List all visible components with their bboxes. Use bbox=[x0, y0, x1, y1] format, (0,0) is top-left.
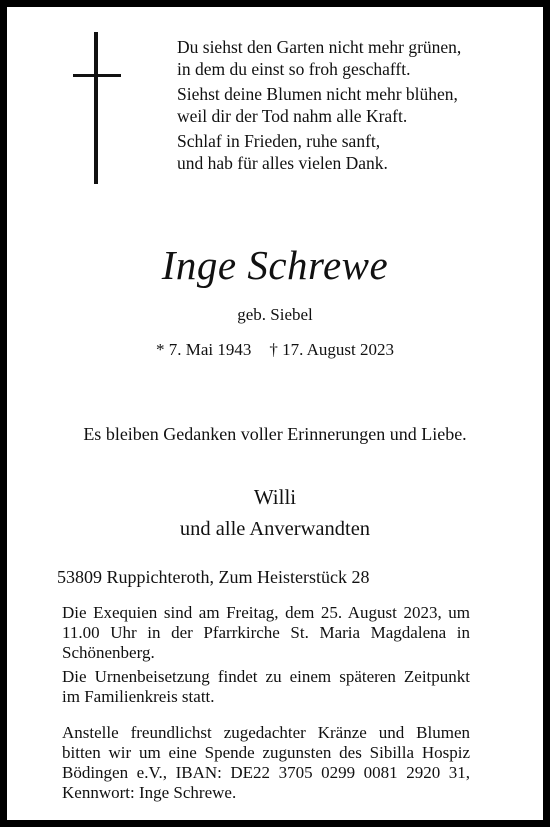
obituary-notice bbox=[7, 7, 543, 820]
paragraph-line: im Familienkreis statt. bbox=[62, 687, 215, 706]
birth-date: * 7. Mai 1943 bbox=[155, 340, 252, 359]
poem-stanza bbox=[177, 131, 517, 174]
poem-stanza bbox=[177, 84, 517, 127]
donation-paragraph bbox=[62, 723, 470, 803]
poem-line: in dem du einst so froh geschafft. bbox=[177, 58, 411, 79]
poem-line: und hab für alles vielen Dank. bbox=[177, 152, 388, 173]
deceased-name: Inge Schrewe bbox=[161, 242, 389, 288]
funeral-service-paragraph bbox=[62, 603, 470, 663]
maiden-name: geb. Siebel bbox=[237, 305, 313, 324]
poem-line: Schlaf in Frieden, ruhe sanft, bbox=[177, 131, 381, 151]
family-address: 53809 Ruppichteroth, Zum Heisterstück 28 bbox=[57, 567, 370, 587]
urn-burial-paragraph bbox=[62, 667, 470, 707]
poem-line: Du siehst den Garten nicht mehr grünen, bbox=[177, 37, 462, 57]
poem-line: weil dir der Tod nahm alle Kraft. bbox=[177, 105, 408, 126]
paragraph-line: Anstelle freundlichst zugedachter Kränze und Blumen bbox=[62, 723, 470, 742]
poem-line: Siehst deine Blumen nicht mehr blühen, bbox=[177, 84, 458, 104]
mourner-others: und alle Anverwandten bbox=[179, 518, 371, 540]
paragraph-line: Die Urnenbeisetzung findet zu einem späteren Zeitpunkt bbox=[62, 667, 470, 686]
memory-line: Es bleiben Gedanken voller Erinnerungen und Liebe. bbox=[83, 424, 467, 444]
memorial-poem bbox=[177, 37, 517, 178]
cross-icon bbox=[73, 32, 121, 184]
paragraph-line: bitten wir um eine Spende zugunsten des Sibilla Hospiz bbox=[62, 743, 470, 762]
paragraph-line: Die Exequien sind am Freitag, dem 25. August 2023, um bbox=[62, 603, 470, 622]
paragraph-line: Kennwort: Inge Schrewe. bbox=[62, 783, 237, 802]
poem-stanza bbox=[177, 37, 517, 80]
mourner-primary: Willi bbox=[253, 485, 297, 509]
paragraph-line: Schönenberg. bbox=[62, 643, 155, 662]
life-dates bbox=[7, 340, 543, 360]
paragraph-line: 11.00 Uhr in der Pfarrkirche St. Maria Magdalena in bbox=[62, 623, 470, 642]
paragraph-line: Bödingen e.V., IBAN: DE22 3705 0299 0081 2920 31, bbox=[62, 763, 470, 782]
death-date: † 17. August 2023 bbox=[269, 340, 395, 359]
